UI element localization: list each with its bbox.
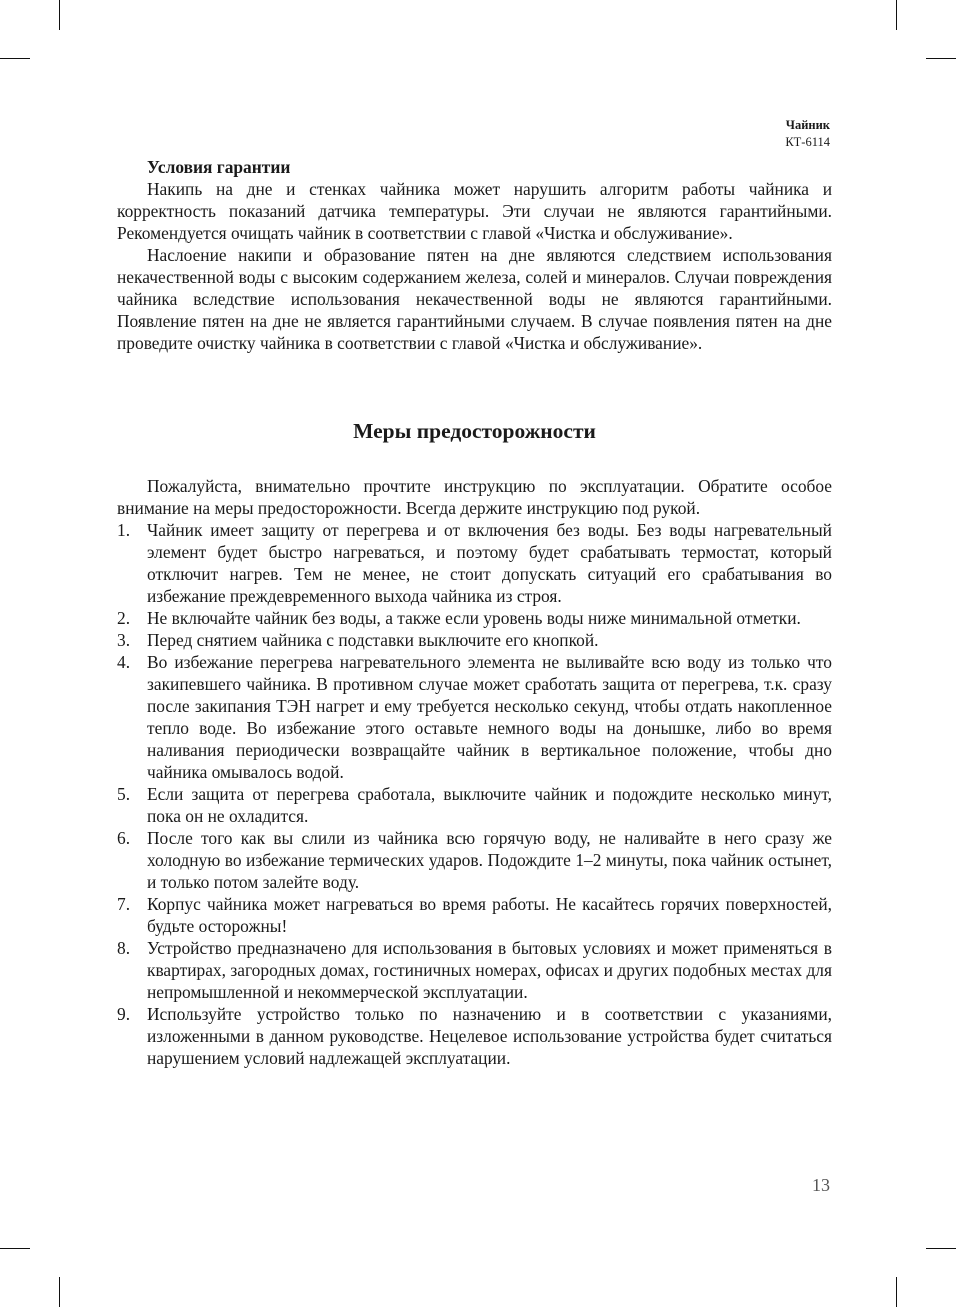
list-item bbox=[117, 893, 832, 937]
list-item bbox=[117, 827, 832, 893]
precautions-list bbox=[117, 519, 832, 1069]
item-number: 7. bbox=[117, 894, 131, 914]
page-content bbox=[117, 156, 832, 1069]
item-text: Используйте устройство только по назначению и в соответствии с указаниями, изложенными в данном руководстве. Нецелевое использование устройства будет считаться нарушением условий надлежащей эксплуатации. bbox=[147, 1004, 832, 1068]
crop-mark bbox=[896, 1277, 897, 1307]
crop-mark bbox=[0, 58, 30, 59]
list-item bbox=[117, 629, 832, 651]
header-product: Чайник bbox=[785, 118, 830, 132]
item-text: Чайник имеет защиту от перегрева и от включения без воды. Без воды нагревательный элемент будет быстро нагреваться, и поэтому будет срабатывать термостат, который отключит нагрев. Тем не менее, не стоит допускать ситуаций его срабатывания во избежание преждевременного выхода чайника из строя. bbox=[147, 520, 832, 606]
list-item bbox=[117, 651, 832, 783]
item-number: 6. bbox=[117, 828, 131, 848]
list-item bbox=[117, 1003, 832, 1069]
item-number: 4. bbox=[117, 652, 131, 672]
running-header bbox=[785, 117, 830, 151]
warranty-paragraph: Наслоение накипи и образование пятен на дне являются следствием использования некачественной воды с высоким содержанием железа, солей и минералов. Случаи повреждения чайника вследствие использования некачественной воды не являются гарантийными. Появление пятен на дне не является гарантийными случаем. В случае появления пятен на дне проведите очистку чайника в соответствии с главой «Чистка и обслуживание». bbox=[117, 245, 832, 353]
list-item bbox=[117, 937, 832, 1003]
item-number: 5. bbox=[117, 784, 131, 804]
precautions-title: Меры предосторожности bbox=[353, 419, 596, 443]
item-text: Если защита от перегрева сработала, выключите чайник и подождите несколько минут, пока он не охладится. bbox=[147, 784, 832, 826]
crop-mark bbox=[896, 0, 897, 30]
item-number: 1. bbox=[117, 520, 131, 540]
item-text: Устройство предназначено для использования в бытовых условиях и может применяться в квартирах, загородных домах, гостиничных номерах, офисах и других подобных местах для непромышленной и некоммерческой эксплуатации. bbox=[147, 938, 832, 1002]
item-text: Корпус чайника может нагреваться во время работы. Не касайтесь горячих поверхностей, будьте осторожны! bbox=[147, 894, 832, 936]
item-number: 3. bbox=[117, 630, 131, 650]
item-number: 8. bbox=[117, 938, 131, 958]
item-text: После того как вы слили из чайника всю горячую воду, не наливайте в него сразу же холодную во избежание термических ударов. Подождите 1–2 минуты, пока чайник остынет, и только потом залейте воду. bbox=[147, 828, 832, 892]
list-item bbox=[117, 519, 832, 607]
header-model: КТ-6114 bbox=[785, 135, 830, 149]
warranty-heading: Условия гарантии bbox=[147, 157, 291, 177]
precautions-intro: Пожалуйста, внимательно прочтите инструкцию по эксплуатации. Обратите особое внимание на меры предосторожности. Всегда держите инструкцию под рукой. bbox=[117, 476, 832, 518]
item-text: Во избежание перегрева нагревательного элемента не выливайте всю воду из только что закипевшего чайника. В противном случае может сработать защита от перегрева, т.к. сразу после закипания ТЭН нагрет и ему требуется несколько секунд, чтобы отдать накопленное тепло воде. Во избежание этого оставьте немного воды на донышке, либо во время наливания периодически возвращайте чайник в вертикальное положение, чтобы дно чайника омывалось водой. bbox=[147, 652, 832, 782]
item-number: 9. bbox=[117, 1004, 131, 1024]
item-text: Перед снятием чайника с подставки выключите его кнопкой. bbox=[147, 630, 599, 650]
crop-mark bbox=[0, 1248, 30, 1249]
item-number: 2. bbox=[117, 608, 131, 628]
crop-mark bbox=[926, 58, 956, 59]
list-item bbox=[117, 783, 832, 827]
page-number: 13 bbox=[812, 1175, 830, 1195]
warranty-paragraph: Накипь на дне и стенках чайника может нарушить алгоритм работы чайника и корректность показаний датчика температуры. Эти случаи не являются гарантийными. Рекомендуется очищать чайник в соответствии с главой «Чистка и обслуживание». bbox=[117, 179, 832, 243]
crop-mark bbox=[59, 0, 60, 30]
item-text: Не включайте чайник без воды, а также если уровень воды ниже минимальной отметки. bbox=[147, 608, 801, 628]
list-item bbox=[117, 607, 832, 629]
crop-mark bbox=[59, 1277, 60, 1307]
crop-mark bbox=[926, 1248, 956, 1249]
